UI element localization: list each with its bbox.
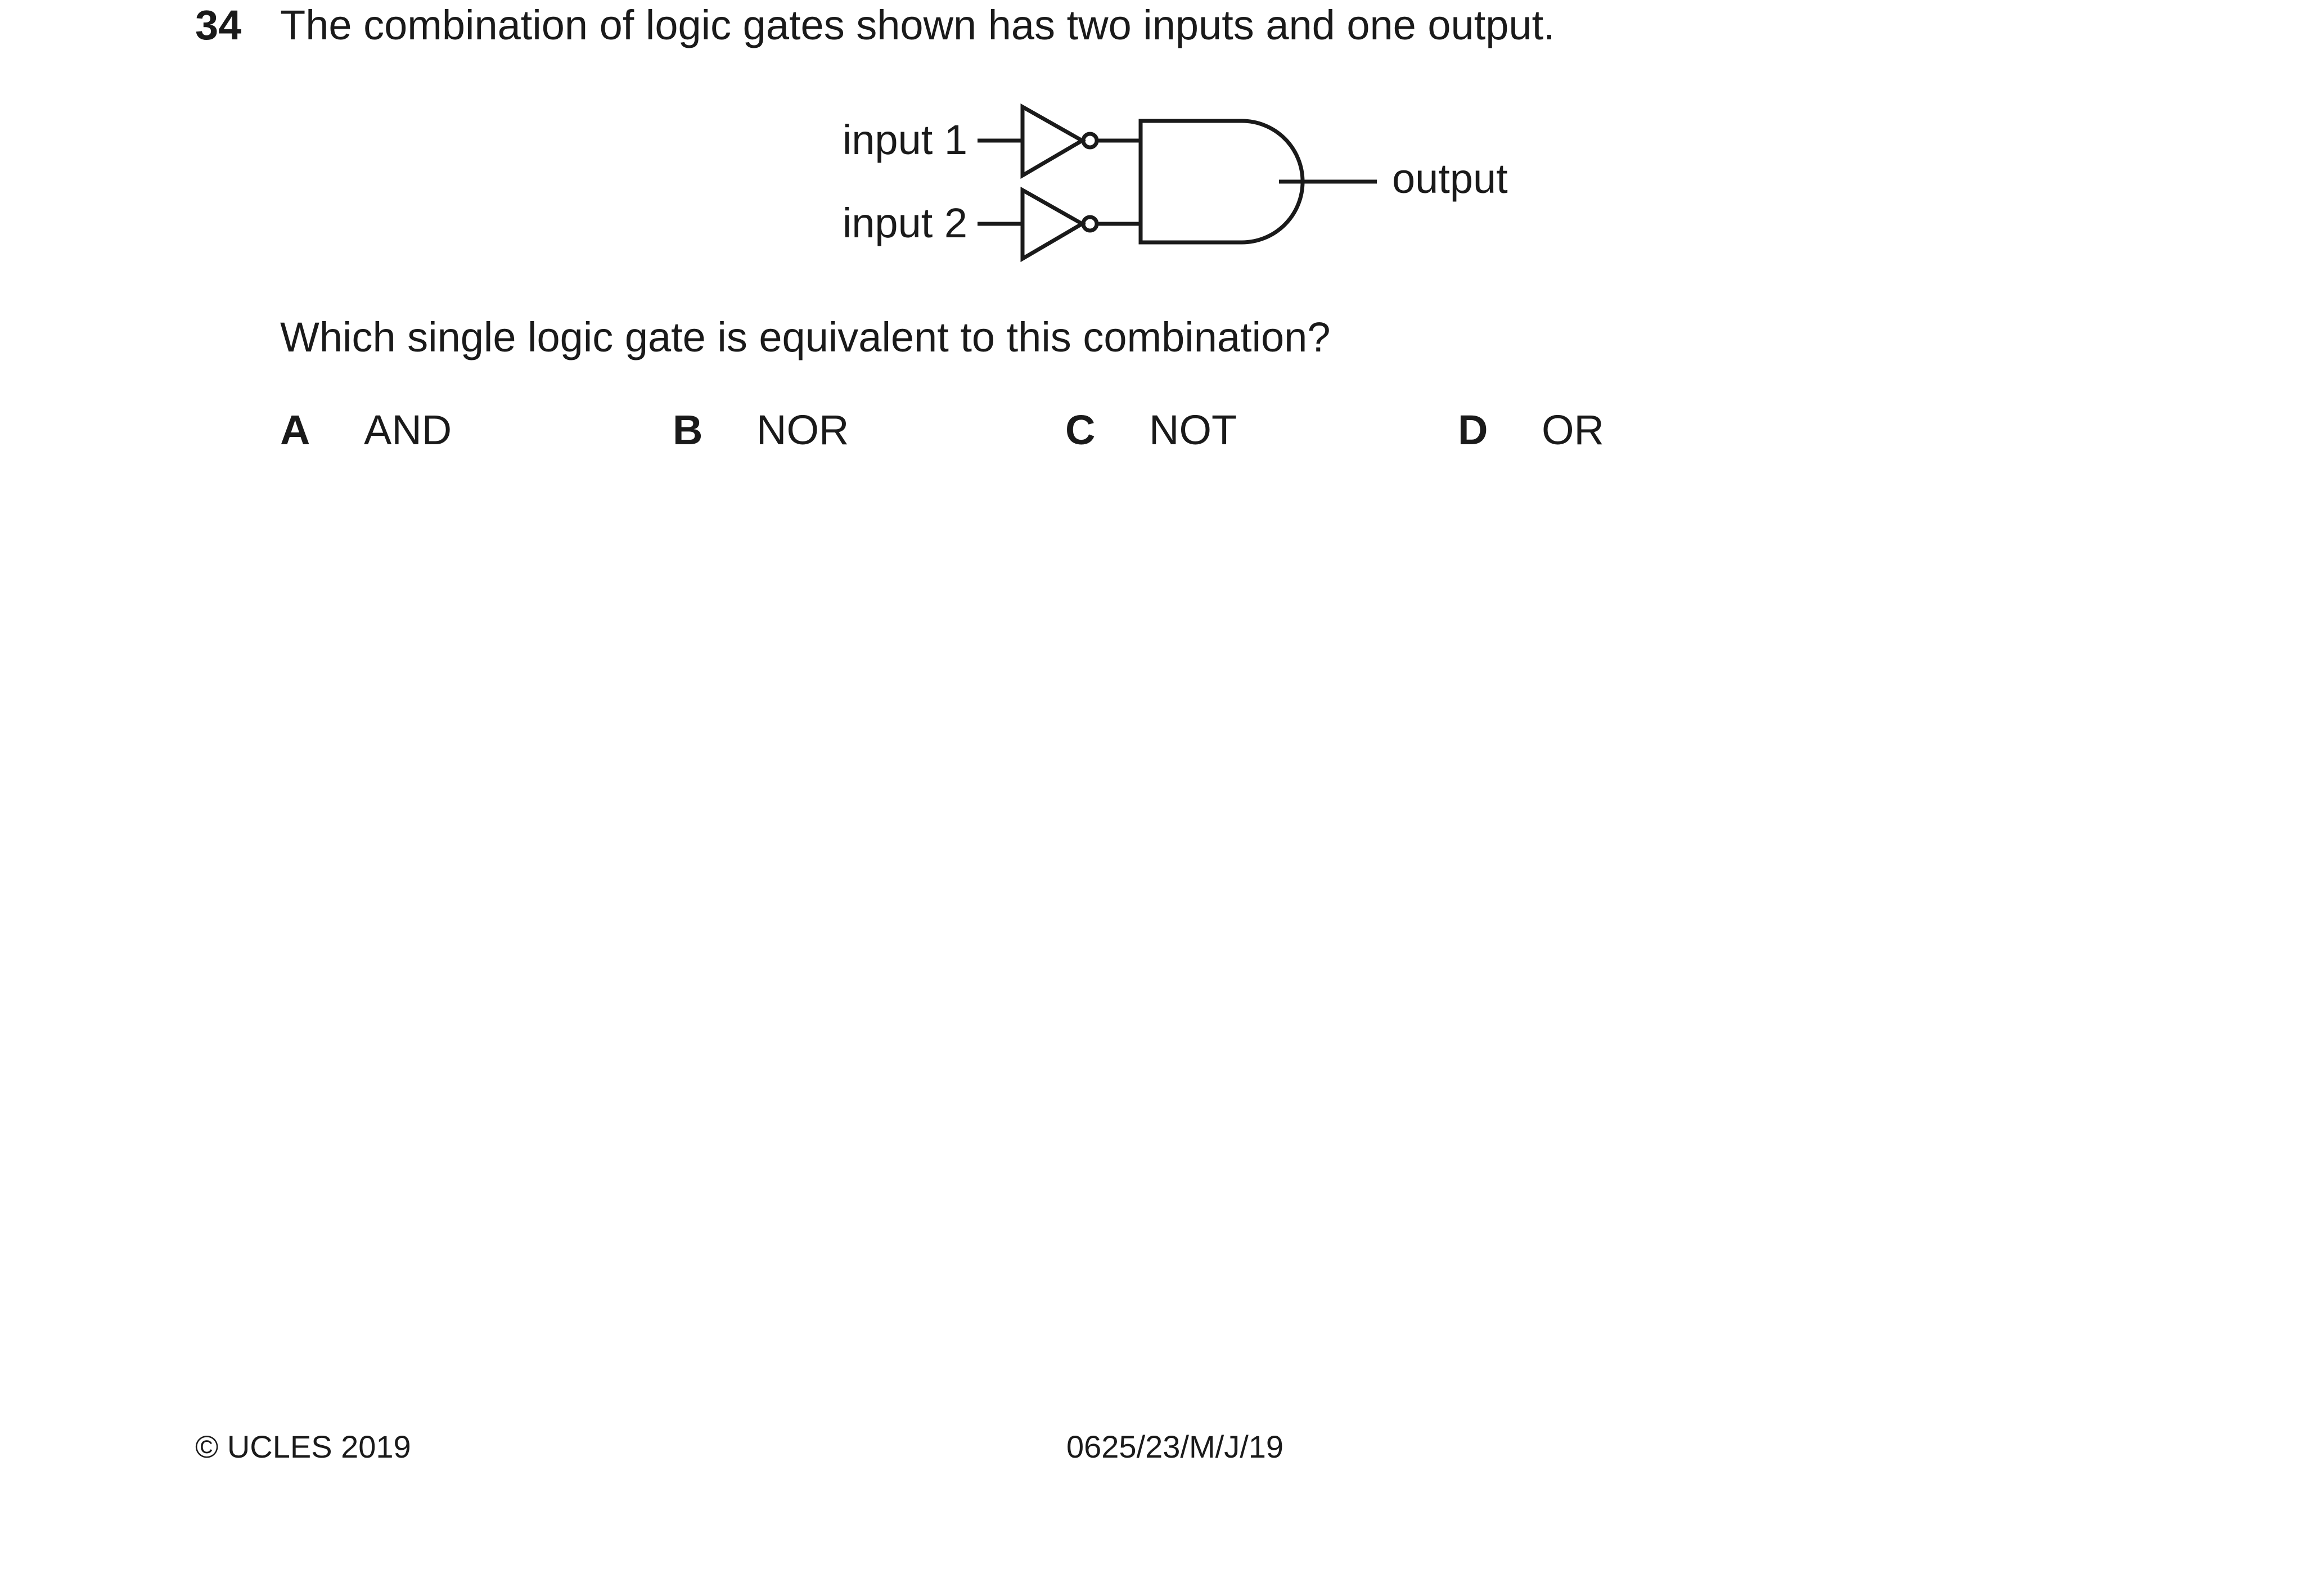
option-a-letter: A (280, 407, 310, 453)
and-gate (1141, 121, 1303, 242)
question-number: 34 (195, 2, 242, 48)
input2-label: input 2 (842, 200, 967, 246)
not-gate-2 (1023, 190, 1082, 259)
option-b-text: NOR (756, 407, 849, 453)
question-prompt: Which single logic gate is equivalent to this combination? (280, 314, 1331, 360)
not-gate-1 (1023, 107, 1082, 175)
logic-gate-diagram (821, 90, 1541, 276)
option-c-letter: C (1065, 407, 1096, 453)
input1-label: input 1 (842, 116, 967, 163)
option-d-letter: D (1458, 407, 1488, 453)
option-b-letter: B (673, 407, 703, 453)
option-d-text: OR (1542, 407, 1604, 453)
option-c-text: NOT (1149, 407, 1237, 453)
option-a-text: AND (364, 407, 452, 453)
footer-paper-code: 0625/23/M/J/19 (1066, 1429, 1284, 1464)
question-stem: The combination of logic gates shown has two inputs and one output. (280, 2, 1555, 48)
output-label: output (1392, 155, 1508, 202)
footer-copyright: © UCLES 2019 (195, 1429, 411, 1464)
